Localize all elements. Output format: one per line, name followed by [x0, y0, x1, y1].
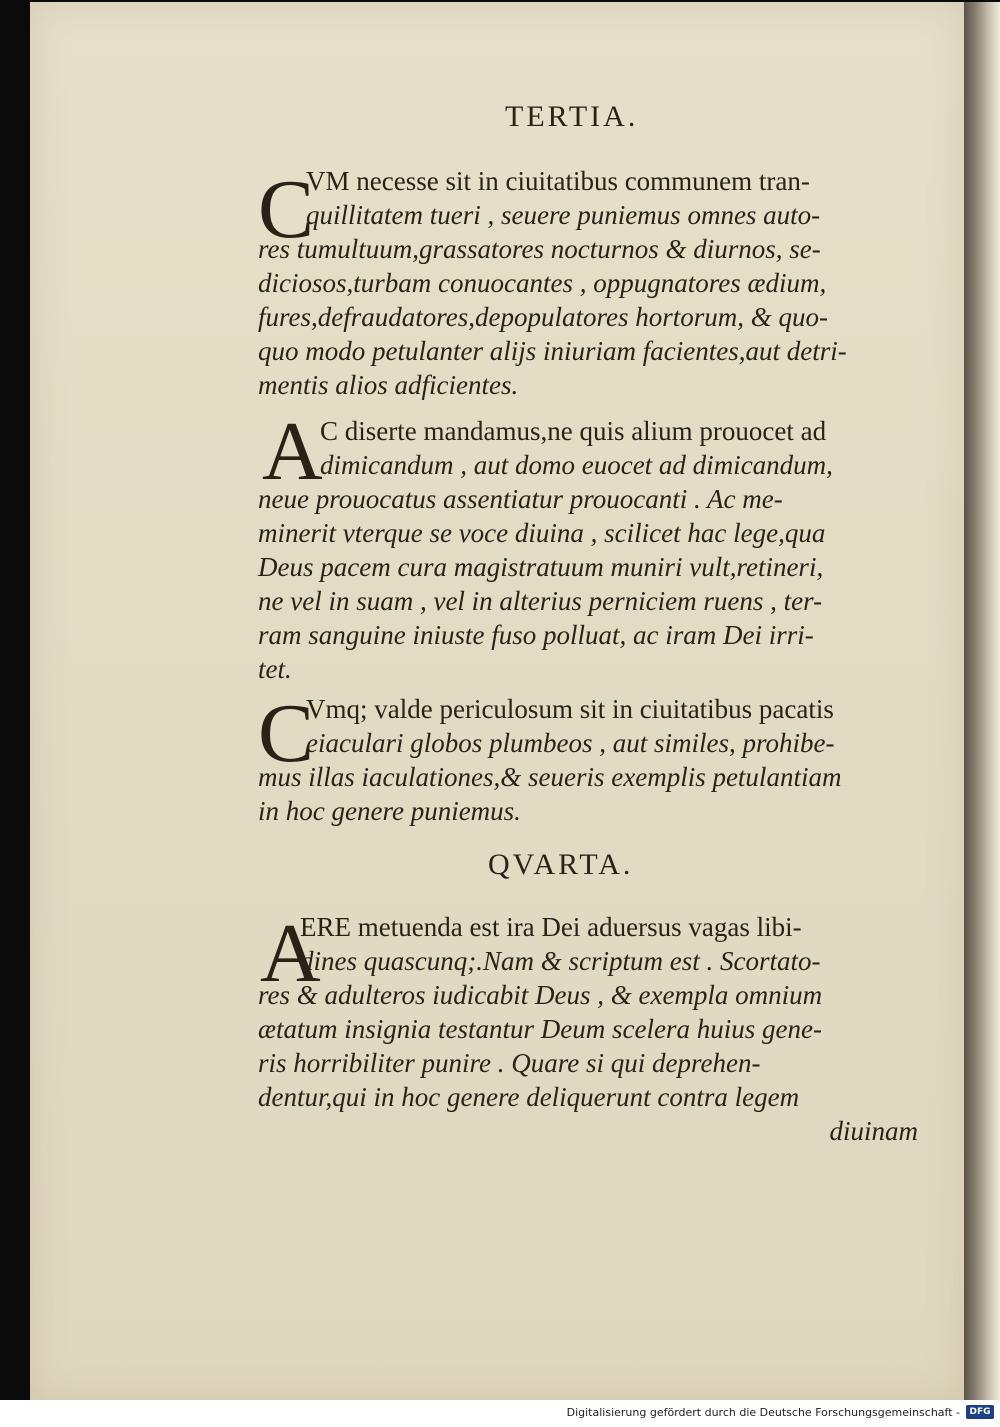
paragraph-3 — [258, 687, 918, 828]
text-line: ne vel in suam , vel in alterius perniciem ruens , ter- — [258, 586, 823, 616]
text-line: res tumultuum,grassatores nocturnos & diurnos, se- — [258, 234, 821, 264]
text-line: VM necesse sit in ciuitatibus communem tran- — [306, 166, 810, 196]
footer-bar — [0, 1400, 1000, 1427]
section-heading-tertia: TERTIA. — [505, 100, 639, 133]
text-line: mus illas iaculationes,& seueris exemplis petulantiam — [258, 762, 842, 792]
text-line: ERE metuenda est ira Dei aduersus vagas libi- — [300, 912, 802, 942]
dropcap-c: C — [258, 163, 315, 256]
text-line: tet. — [258, 654, 292, 684]
text-line: eiaculari globos plumbeos , aut similes, prohibe- — [306, 728, 835, 758]
section-heading-quarta: QVARTA. — [488, 848, 634, 881]
text-line: ram sanguine iniuste fuso polluat, ac iram Dei irri- — [258, 620, 814, 650]
text-line: quo modo petulanter alijs iniuriam facientes,aut detri- — [258, 336, 847, 366]
text-line: res & adulteros iudicabit Deus , & exempla omnium — [258, 980, 823, 1010]
text-line: Deus pacem cura magistratuum muniri vult,retineri, — [258, 552, 824, 582]
dropcap-a: A — [262, 405, 323, 498]
dfg-logo-icon: DFG — [966, 1405, 994, 1419]
text-line: quillitatem tueri , seuere puniemus omnes auto- — [306, 200, 821, 230]
catchword: diuinam — [829, 1116, 918, 1146]
text-line: dines quascunq;.Nam & scriptum est . Scortato- — [300, 946, 821, 976]
text-line: minerit vterque se voce diuina , scilicet hac lege,qua — [258, 518, 826, 548]
text-line: neue prouocatus assentiatur prouocanti . Ac me- — [258, 484, 783, 514]
text-line: dimicandum , aut domo euocet ad dimicandum, — [320, 450, 833, 480]
text-line: in hoc genere puniemus. — [258, 796, 521, 826]
text-line: dentur,qui in hoc genere deliquerunt contra legem — [258, 1082, 800, 1112]
text-line: fures,defraudatores,depopulatores hortorum, & quo- — [258, 302, 828, 332]
page-binding-edge — [964, 2, 1000, 1400]
funding-credit: Digitalisierung gefördert durch die Deutsche Forschungsgemeinschaft - — [566, 1406, 960, 1419]
paragraph-4 — [258, 907, 918, 1148]
dropcap-a: A — [260, 907, 321, 1000]
text-line: C diserte mandamus,ne quis alium prouocet ad — [320, 416, 827, 446]
text-line: mentis alios adficientes. — [258, 370, 519, 400]
text-line: Vmq; valde periculosum sit in ciuitatibus pacatis — [306, 694, 834, 724]
text-line: diciosos,turbam conuocantes , oppugnatores ædium, — [258, 268, 827, 298]
dropcap-c: C — [258, 687, 315, 780]
text-line: ætatum insignia testantur Deum scelera huius gene- — [258, 1014, 822, 1044]
paragraph-1 — [258, 164, 918, 402]
text-line: ris horribiliter punire . Quare si qui deprehen- — [258, 1048, 761, 1078]
paragraph-2 — [258, 414, 918, 686]
